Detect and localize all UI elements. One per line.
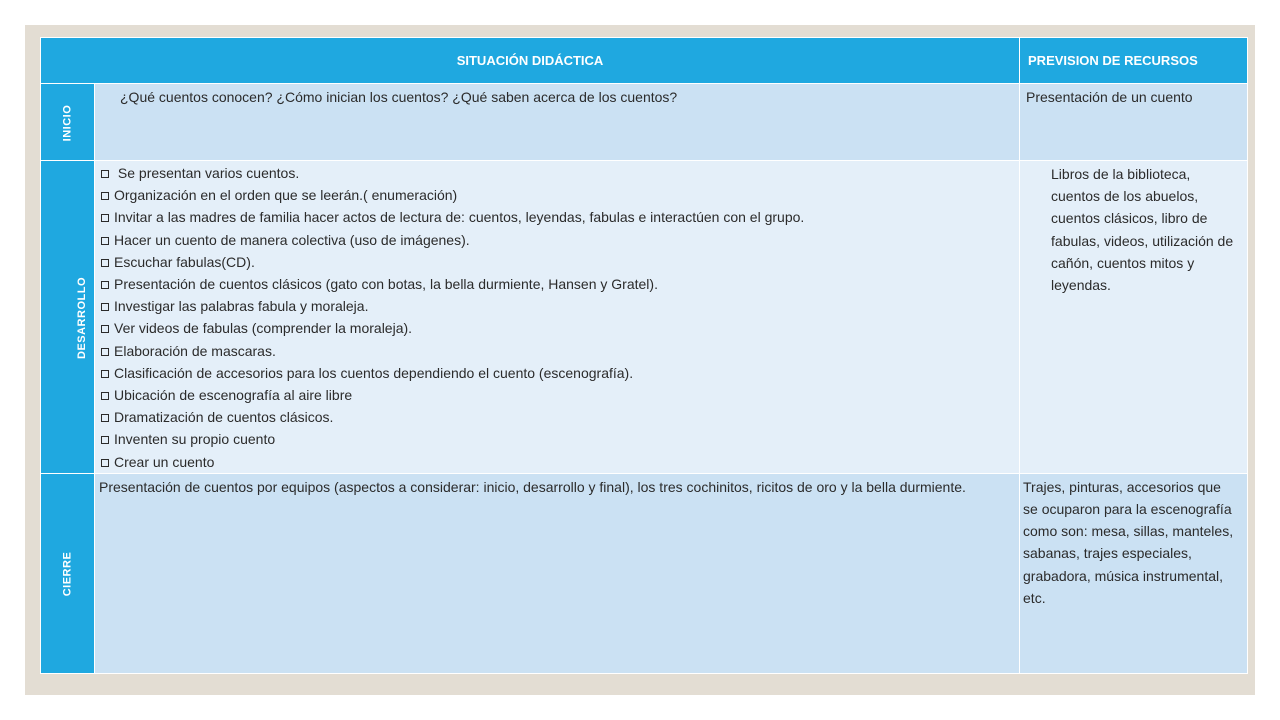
list-item — [101, 362, 1019, 384]
activity-text: Organización en el orden que se leerán.( enumeración) — [114, 187, 458, 204]
inicio-situacion-text: ¿Qué cuentos conocen? ¿Cómo inician los cuentos? ¿Qué saben acerca de los cuentos? — [120, 89, 678, 105]
activity-text: Ubicación de escenografía al aire libre — [114, 387, 353, 404]
list-item — [101, 229, 1019, 251]
list-item — [101, 251, 1019, 273]
checkbox-bullet-icon — [101, 392, 109, 400]
list-item — [101, 340, 1019, 362]
inicio-recursos-cell — [1020, 84, 1248, 161]
row-inicio — [41, 84, 1248, 161]
header-row — [41, 38, 1248, 84]
inicio-recursos-text: Presentación de un cuento — [1026, 89, 1193, 105]
header-recursos: PREVISION DE RECURSOS — [1020, 38, 1248, 84]
list-item — [101, 317, 1019, 339]
cierre-situacion-text: Presentación de cuentos por equipos (aspectos a considerar: inicio, desarrollo y final), los tres cochinitos, ricitos de oro y la bella durmiente. — [99, 478, 966, 495]
activity-text: Clasificación de accesorios para los cuentos dependiendo el cuento (escenografía). — [114, 364, 634, 381]
checkbox-bullet-icon — [101, 259, 109, 267]
activity-text: Dramatización de cuentos clásicos. — [114, 409, 334, 426]
checkbox-bullet-icon — [101, 214, 109, 222]
header-situacion: SITUACIÓN DIDÁCTICA — [41, 38, 1020, 84]
checkbox-bullet-icon — [101, 436, 109, 444]
activity-text: Invitar a las madres de familia hacer actos de lectura de: cuentos, leyendas, fabulas e interactúen con el grupo. — [114, 209, 805, 226]
list-item — [101, 273, 1019, 295]
activity-text: Hacer un cuento de manera colectiva (uso de imágenes). — [114, 231, 470, 248]
list-item — [101, 162, 1019, 184]
checkbox-bullet-icon — [101, 370, 109, 378]
row-desarrollo — [41, 161, 1248, 474]
activity-text: Inventen su propio cuento — [114, 431, 276, 448]
phase-label-desarrollo: DESARROLLO — [41, 161, 95, 474]
activity-text: Escuchar fabulas(CD). — [114, 253, 255, 270]
activity-text: Elaboración de mascaras. — [114, 342, 276, 359]
row-cierre — [41, 473, 1248, 673]
planning-table — [40, 37, 1248, 674]
checkbox-bullet-icon — [101, 325, 109, 333]
cierre-recursos-cell — [1020, 473, 1248, 673]
list-item — [101, 184, 1019, 206]
checkbox-bullet-icon — [101, 348, 109, 356]
cierre-recursos-text: Trajes, pinturas, accesorios que se ocuparon para la escenografía como son: mesa, sillas, manteles, sabanas, trajes especiales, grabadora, música instrumental, etc. — [1023, 478, 1234, 606]
checkbox-bullet-icon — [101, 192, 109, 200]
checkbox-bullet-icon — [101, 459, 109, 467]
list-item — [101, 384, 1019, 406]
list-item — [101, 206, 1019, 228]
desarrollo-recursos-cell — [1020, 161, 1248, 474]
inicio-situacion-cell — [95, 84, 1020, 161]
activity-text: Presentación de cuentos clásicos (gato con botas, la bella durmiente, Hansen y Gratel). — [114, 276, 658, 293]
activity-list — [95, 161, 1019, 473]
checkbox-bullet-icon — [101, 281, 109, 289]
phase-label-cierre: CIERRE — [41, 473, 95, 673]
checkbox-bullet-icon — [101, 237, 109, 245]
phase-label-inicio: INICIO — [41, 84, 95, 161]
activity-text: Investigar las palabras fabula y moraleja. — [114, 298, 369, 315]
list-item — [101, 295, 1019, 317]
list-item — [101, 428, 1019, 450]
slide-frame — [25, 25, 1255, 695]
desarrollo-situacion-cell — [95, 161, 1020, 474]
activity-text: Se presentan varios cuentos. — [114, 165, 300, 181]
list-item — [101, 451, 1019, 473]
activity-text: Crear un cuento — [114, 453, 215, 470]
activity-text: Ver videos de fabulas (comprender la moraleja). — [114, 320, 413, 337]
list-item — [101, 406, 1019, 428]
desarrollo-recursos-text: Libros de la biblioteca, cuentos de los abuelos, cuentos clásicos, libro de fabulas, videos, utilización de cañón, cuentos mitos y leyendas. — [1051, 166, 1234, 294]
checkbox-bullet-icon — [101, 303, 109, 311]
checkbox-bullet-icon — [101, 170, 109, 178]
checkbox-bullet-icon — [101, 414, 109, 422]
cierre-situacion-cell — [95, 473, 1020, 673]
